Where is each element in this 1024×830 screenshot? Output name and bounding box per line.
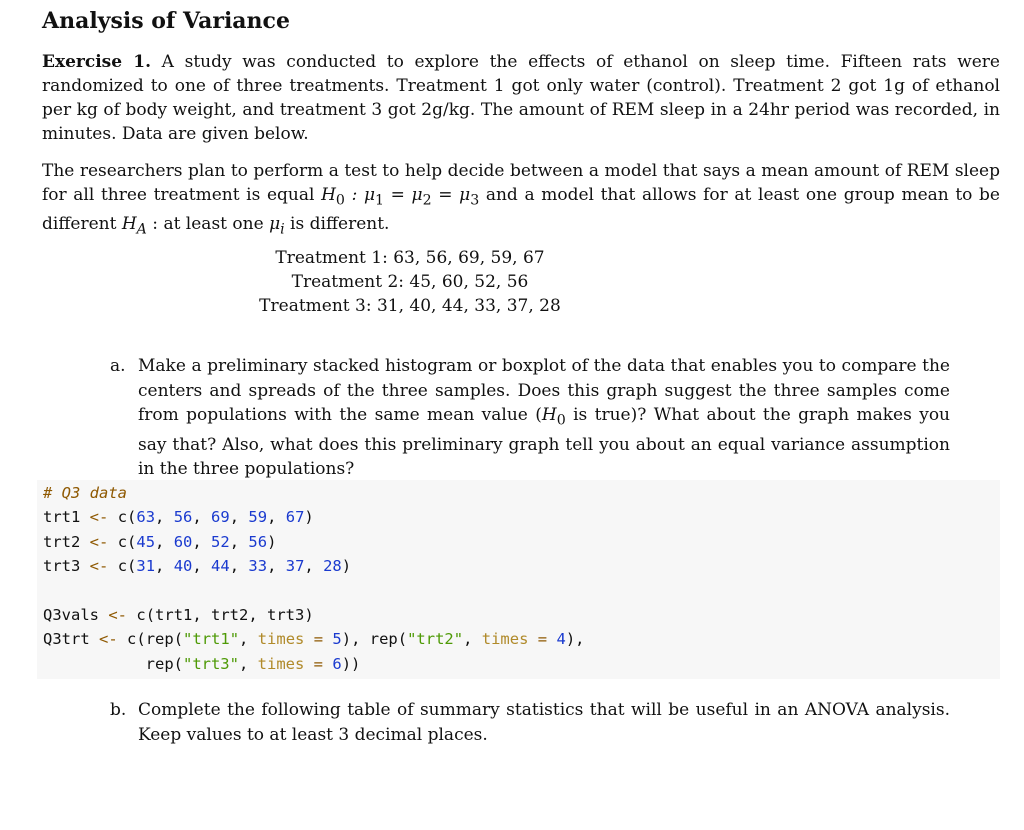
null-hypothesis-symbol: H	[321, 185, 336, 205]
alt-hypothesis-subscript: A	[136, 221, 147, 238]
treatment-1-data: Treatment 1: 63, 56, 69, 59, 67	[275, 248, 545, 268]
hypothesis-text-2: and a model that allows for at least one group mean to be different	[42, 185, 1000, 235]
question-b	[110, 698, 950, 747]
r-code-block[interactable]	[37, 480, 1000, 679]
treatment-data	[0, 246, 820, 318]
null-hypothesis-mu1: : μ	[344, 185, 375, 205]
hypothesis-paragraph: The researchers plan to perform a test to help decide between a model that says a mean amount of REM sleep for all three treatment is equal $H_0$ : $\mu_1 = \mu_2 = \mu_3$ and a model that allows for at least one group mean to be different $H_A$ : at least one $\mu_i$ is different.	[42, 161, 1000, 238]
treatment-3-data: Treatment 3: 31, 40, 44, 33, 37, 28	[259, 296, 561, 316]
question-b-label: b.	[110, 700, 127, 720]
hypothesis-text-1: The researchers plan to perform a test to help decide between a model that says a mean amount of REM sleep for all three treatment is equal	[42, 161, 1000, 205]
exercise-label: Exercise 1.	[42, 52, 151, 72]
code-line-comment: # Q3 data	[43, 484, 127, 502]
question-a-label: a.	[110, 356, 126, 376]
alt-hypothesis-symbol: H	[121, 214, 137, 235]
exercise-paragraph	[42, 50, 1000, 146]
code-line-blank	[43, 579, 585, 603]
exercise-text: A study was conducted to explore the effects of ethanol on sleep time. Fifteen rats were randomized to one of three treatments. Treatment 1 got only water (control). Treatment 2 got 1g of ethanol per kg of body weight, and treatment 3 got 2g/kg. The amount of REM sleep in a 24hr period was recorded, in minutes. Data are given below.	[42, 52, 1000, 144]
alt-hypothesis-expr: : at least one	[146, 214, 270, 235]
null-hypothesis-mu3: = μ	[431, 185, 471, 205]
code-line-q3vals: Q3vals <- c(trt1, trt2, trt3)	[43, 605, 314, 624]
null-hypothesis-subscript: 0	[335, 192, 345, 209]
question-a	[110, 354, 950, 482]
question-b-text: Complete the following table of summary statistics that will be useful in an ANOVA analysis. Keep values to at least 3 decimal places.	[138, 700, 950, 745]
question-a-h-symbol: H	[541, 405, 557, 425]
code-line-trt3: trt3 <- c(31, 40, 44, 33, 37, 28)	[43, 557, 352, 576]
treatment-2-data: Treatment 2: 45, 60, 52, 56	[291, 272, 529, 292]
code-line-q3trt: Q3trt <- c(rep("trt1", times = 5), rep("trt2", times = 4),	[43, 630, 585, 649]
code-line-trt1: trt1 <- c(63, 56, 69, 59, 67)	[43, 508, 314, 527]
code-line-q3trt-cont: rep("trt3", times = 6))	[145, 654, 361, 673]
section-title: Analysis of Variance	[42, 8, 290, 34]
hypothesis-text-3: is different.	[284, 214, 390, 235]
question-a-text: Make a preliminary stacked histogram or boxplot of the data that enables you to compare the centers and spreads of the three samples. Does this graph suggest the three samples come from populations with the same mean value ($H_0$ is true)? What about the graph makes you say that? Also, what does this preliminary graph tell you about an equal variance assumption in the three populations?	[138, 356, 950, 480]
mu-i-subscript: i	[280, 221, 285, 238]
code-line-trt2: trt2 <- c(45, 60, 52, 56)	[43, 532, 277, 551]
mu-i-symbol: μ	[269, 214, 281, 235]
null-hypothesis-mu2: = μ	[384, 185, 423, 205]
